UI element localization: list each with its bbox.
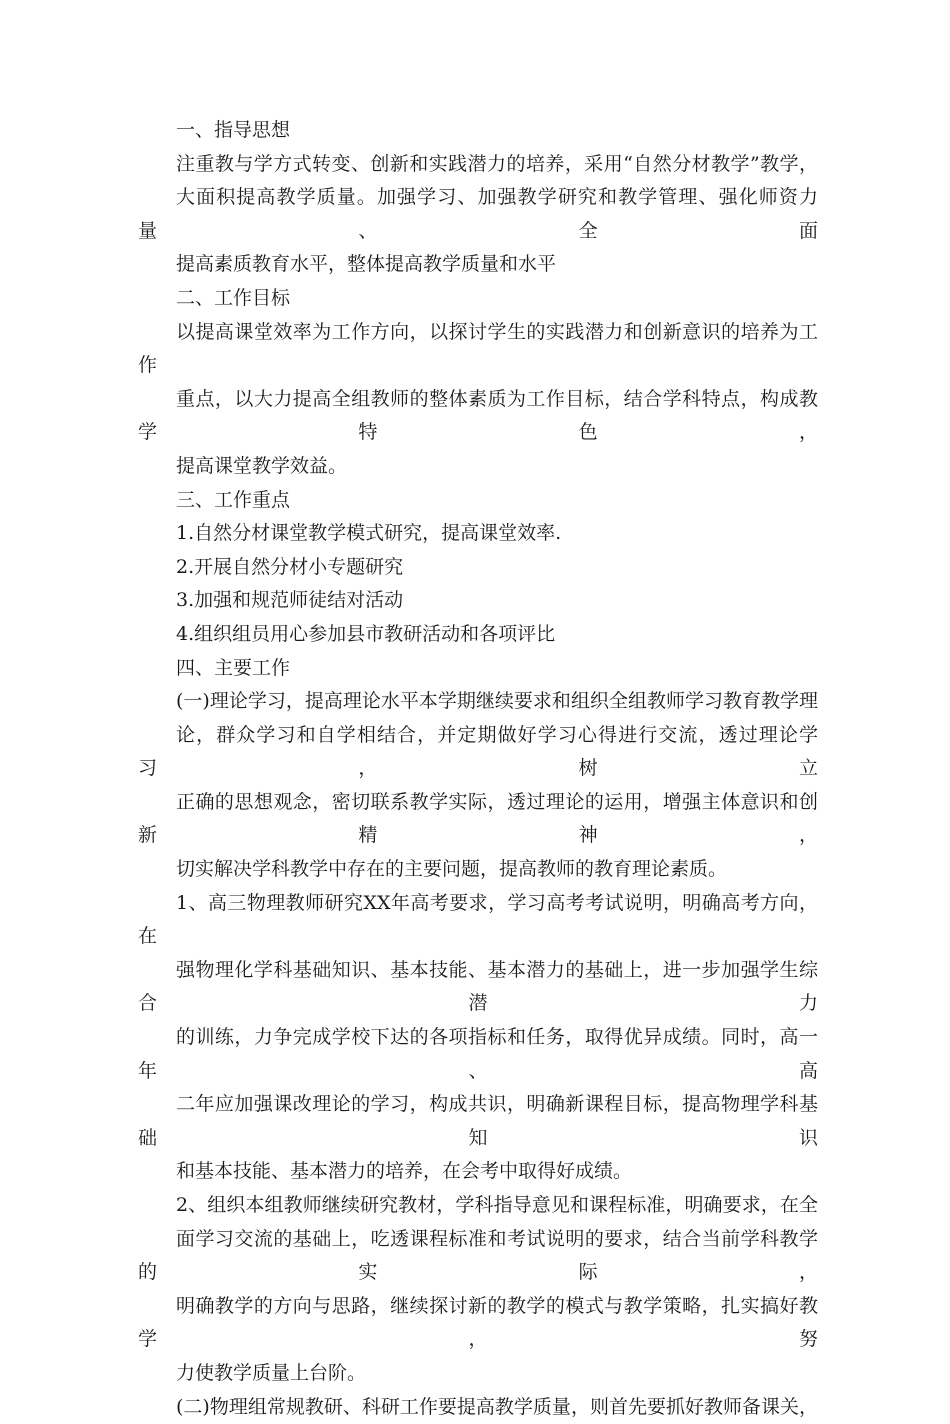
section-heading: 四、主要工作 [176,656,291,679]
paragraph-line: 切实解决学科教学中存在的主要问题，提高教师的教育理论素质。 [176,858,728,881]
paragraph-line: 正确的思想观念，密切联系教学实际，透过理论的运用，增强主体意识和创新精神， [138,790,818,847]
paragraph-line: 2、组织本组教师继续研究教材，学科指导意见和课程标准，明确要求，在全 [176,1194,818,1216]
paragraph [138,1391,818,1424]
paragraph-line: 1、高三物理教师研究XX年高考要求，学习高考考试说明，明确高考方向，在 [138,891,818,948]
paragraph [138,316,818,484]
paragraph [138,1189,818,1391]
section-heading: 三、工作重点 [176,488,291,511]
paragraph [138,148,818,282]
paragraph-line: 二年应加强课改理论的学习，构成共识，明确新课程目标，提高物理学科基础知识 [138,1093,818,1149]
list-item: 3.加强和规范师徒结对活动 [176,589,404,612]
paragraph-line: 的训练，力争完成学校下达的各项指标和任务，取得优异成绩。同时，高一年、高 [138,1026,818,1082]
paragraph-line: 注重教与学方式转变、创新和实践潜力的培养，采用“自然分材教学”教学， [176,152,818,175]
paragraph-line: 以提高课堂效率为工作方向，以探讨学生的实践潜力和创新意识的培养为工作 [138,320,818,377]
paragraph-line: 大面积提高教学质量。加强学习、加强教学研究和教学管理、强化师资力量、全面 [138,186,818,242]
document-body [138,114,818,1424]
paragraph-line: 论，群众学习和自学相结合，并定期做好学习心得进行交流，透过理论学习，树立 [138,723,818,780]
paragraph-line: 明确教学的方向与思路，继续探讨新的教学的模式与教学策略，扎实搞好教学，努 [138,1294,818,1351]
list-item: 2.开展自然分材小专题研究 [176,555,404,578]
section-heading: 一、指导思想 [176,119,291,141]
paragraph-line: 重点，以大力提高全组教师的整体素质为工作目标，结合学科特点，构成教学特色， [138,387,818,444]
section-heading: 二、工作目标 [176,286,291,309]
paragraph-line: 力使教学质量上台阶。 [176,1361,367,1384]
list-item: 1.自然分材课堂教学模式研究，提高课堂效率. [176,522,562,545]
paragraph-line: 提高素质教育水平，整体提高教学质量和水平 [176,253,557,276]
paragraph-line: 和基本技能、基本潜力的培养，在会考中取得好成绩。 [176,1160,633,1183]
paragraph-line: 面学习交流的基础上，吃透课程标准和考试说明的要求，结合当前学科教学的实际， [138,1227,818,1284]
paragraph-line: (一)理论学习，提高理论水平本学期继续要求和组织全组教师学习教育教学理 [176,690,818,713]
list-item: 4.组织组员用心参加县市教研活动和各项评比 [176,622,556,645]
paragraph-line: (二)物理组常规教研、科研工作要提高教学质量，则首先要抓好教师备课关， [176,1395,818,1418]
paragraph-line: 强物理化学科基础知识、基本技能、基本潜力的基础上，进一步加强学生综合潜力 [138,958,818,1015]
paragraph [138,685,818,887]
paragraph [138,887,818,1189]
paragraph-line: 提高课堂教学效益。 [176,454,348,477]
